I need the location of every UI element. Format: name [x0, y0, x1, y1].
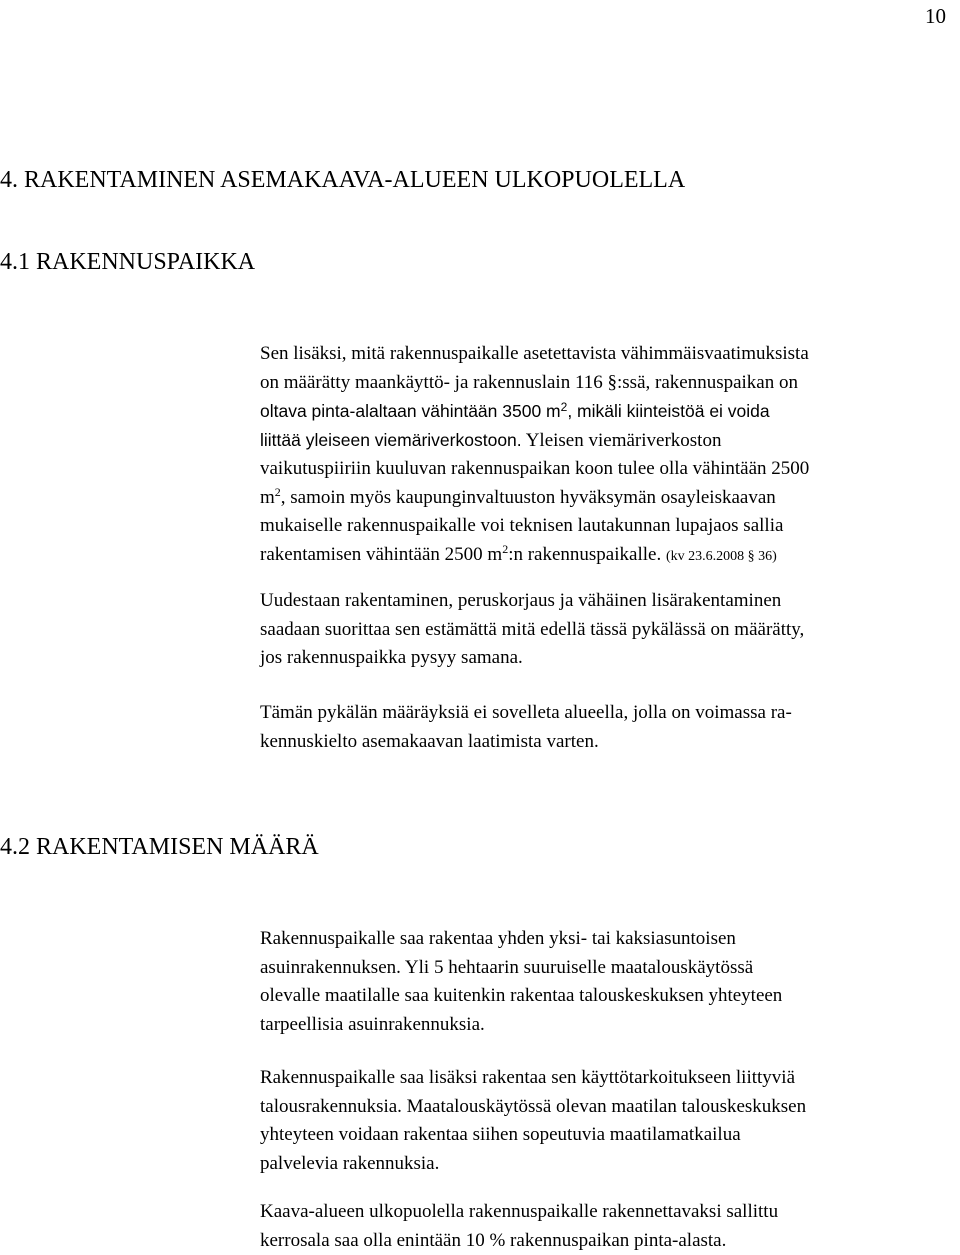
text-line: palvelevia rakennuksia. [260, 1152, 440, 1174]
text-fragment: Yleisen viemäriverkoston [521, 429, 722, 451]
text-fragment: m [260, 486, 275, 508]
superscript: 2 [560, 400, 568, 415]
text-fragment: oltava pinta-alaltaan vähintään 3500 m [260, 401, 561, 421]
text-line: kerrosala saa olla enintään 10 % rakennuspaikan pinta-alasta. [260, 1229, 727, 1251]
reconstruction-paragraph [260, 587, 950, 673]
text-fragment: , samoin myös kaupunginvaltuuston hyväksymän osayleiskaavan [280, 486, 776, 508]
text-line: jos rakennuspaikka pysyy samana. [260, 647, 523, 668]
outbuildings-paragraph [260, 1064, 950, 1178]
text-line [260, 426, 950, 456]
text-line: Kaava-alueen ulkopuolella rakennuspaikalle rakennettavaksi sallittu [260, 1201, 779, 1222]
text-fragment: liittää yleiseen viemäriverkostoon. [260, 429, 522, 450]
page-number: 10 [925, 4, 946, 28]
text-line: asuinrakennuksen. Yli 5 hehtaarin suuruiselle maatalouskäytössä [260, 956, 754, 978]
text-fragment: rakentamisen vähintään 2500 m [260, 543, 503, 565]
text-fragment: :n rakennuspaikalle. [508, 543, 662, 565]
section-4-2-heading: 4.2 RAKENTAMISEN MÄÄRÄ [0, 834, 319, 860]
council-decision-note: (kv 23.6.2008 § 36) [665, 548, 777, 564]
text-line: Rakennuspaikalle saa rakentaa yhden yksi- tai kaksiasuntoisen [260, 928, 736, 949]
building-site-paragraph [260, 340, 950, 571]
text-line: on määrätty maankäyttö- ja rakennuslain 116 §:ssä, rakennuspaikan on [260, 371, 798, 393]
superscript: 2 [502, 542, 509, 557]
text-line: yhteyteen voidaan rakentaa siihen sopeutuvia maatilamatkailua [260, 1124, 741, 1145]
text-line: saadaan suorittaa sen estämättä mitä edellä tässä pykälässä on määrätty, [260, 618, 805, 640]
text-line: Tämän pykälän määräyksiä ei sovelleta alueella, jolla on voimassa ra- [260, 702, 792, 723]
text-line [260, 397, 950, 426]
section-4-heading: 4. RAKENTAMINEN ASEMAKAAVA-ALUEEN ULKOPUOLELLA [0, 167, 686, 193]
text-line [260, 541, 950, 572]
superscript: 2 [274, 485, 281, 500]
exemption-paragraph [260, 699, 950, 756]
text-line: vaikutuspiiriin kuuluvan rakennuspaikan koon tulee olla vähintään 2500 [260, 458, 810, 479]
text-line: tarpeellisia asuinrakennuksia. [260, 1013, 485, 1035]
text-fragment: , mikäli kiinteistöä ei voida [567, 401, 770, 421]
text-line: mukaiselle rakennuspaikalle voi teknisen lautakunnan lupajaos sallia [260, 515, 784, 536]
text-line [260, 484, 950, 513]
section-4-1-heading: 4.1 RAKENNUSPAIKKA [0, 249, 256, 275]
text-line: Sen lisäksi, mitä rakennuspaikalle asetettavista vähimmäisvaatimuksista [260, 343, 809, 364]
residential-buildings-paragraph [260, 925, 950, 1039]
floor-area-paragraph [260, 1198, 950, 1255]
text-line: talousrakennuksia. Maatalouskäytössä olevan maatilan talouskeskuksen [260, 1095, 807, 1117]
text-line: Uudestaan rakentaminen, peruskorjaus ja vähäinen lisärakentaminen [260, 590, 782, 611]
text-line: Rakennuspaikalle saa lisäksi rakentaa sen käyttötarkoitukseen liittyviä [260, 1067, 796, 1088]
text-line: olevalle maatilalle saa kuitenkin rakentaa talouskeskuksen yhteyteen [260, 985, 783, 1006]
text-line: kennuskielto asemakaavan laatimista varten. [260, 730, 599, 752]
